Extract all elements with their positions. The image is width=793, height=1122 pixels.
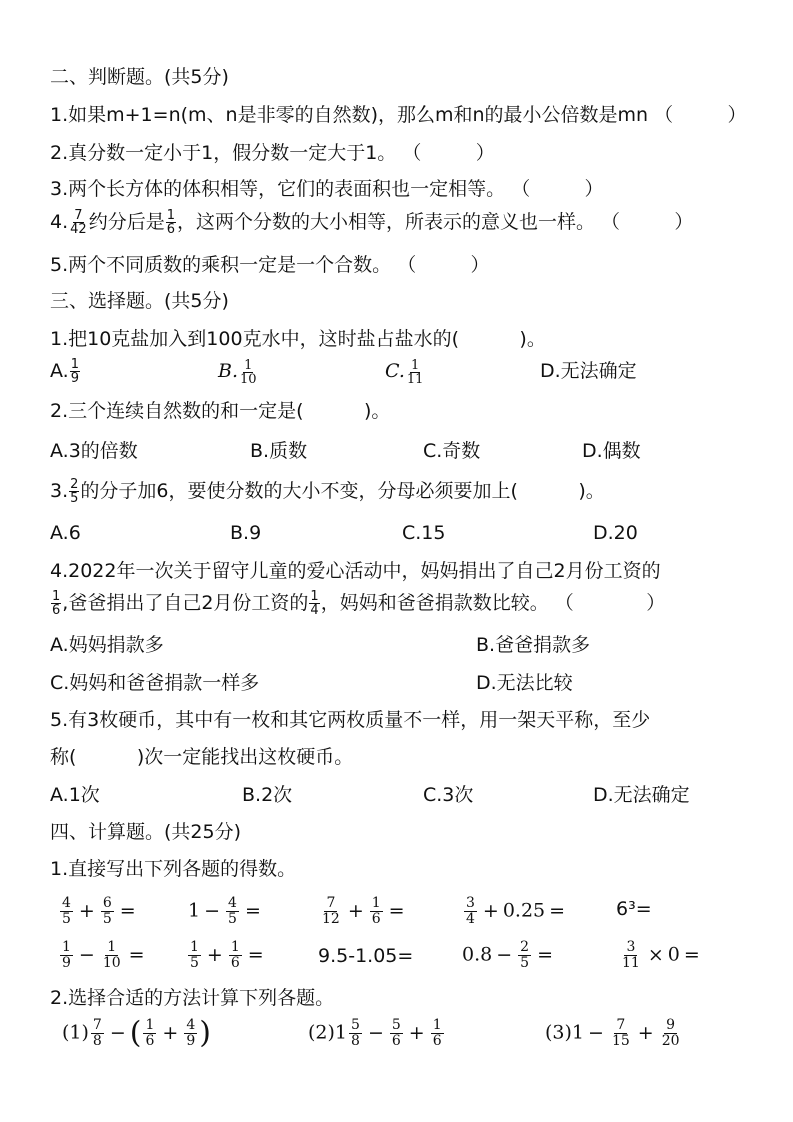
plus-sign: + <box>78 899 95 922</box>
numerator: 5 <box>391 1017 401 1033</box>
denominator: 9 <box>62 955 71 971</box>
option-c[interactable]: C.奇数 <box>423 440 481 462</box>
fraction <box>166 209 176 236</box>
choice-q4-text: ，妈妈和爸爸捐款数比较。 <box>320 592 549 614</box>
judge-q4-number: 4. <box>50 211 69 233</box>
denominator: 9 <box>186 1033 196 1049</box>
option-b[interactable]: B.9 <box>230 522 262 544</box>
fraction <box>349 1018 362 1049</box>
numerator: 1 <box>107 939 117 955</box>
denominator: 9 <box>70 371 79 386</box>
calc-expression: 6³= <box>616 898 652 920</box>
decimal-number: 0.25 <box>502 899 546 922</box>
denominator: 5 <box>228 911 237 927</box>
denominator: 6 <box>391 1033 401 1049</box>
plus-sign: + <box>206 943 223 966</box>
option-b[interactable]: B.2次 <box>242 784 293 806</box>
equals-sign: = <box>388 899 405 922</box>
equals-sign: = <box>247 943 264 966</box>
denominator: 10 <box>102 955 121 971</box>
section-4-title: 四、计算题。(共25分) <box>50 821 242 843</box>
equals-sign: = <box>683 943 700 966</box>
fraction <box>390 1018 403 1049</box>
choice-question-2 <box>50 398 390 424</box>
numerator: 1 <box>310 589 319 604</box>
calc-expression <box>58 940 149 971</box>
fraction <box>320 896 342 927</box>
denominator: 15 <box>611 1033 630 1049</box>
minus-sign: − <box>367 1021 384 1044</box>
numerator: 1 <box>190 939 199 955</box>
numerator: 4 <box>228 895 237 911</box>
denominator: 6 <box>230 955 240 971</box>
numerator: 4 <box>186 1017 196 1033</box>
punctuation: 。 <box>371 400 391 422</box>
section-2-title: 二、判断题。(共5分) <box>50 66 229 88</box>
fraction <box>464 896 477 927</box>
fraction <box>518 940 531 971</box>
answer-blank[interactable]: （ ） <box>554 592 666 614</box>
whole-number: 0 <box>667 943 680 966</box>
calc-problem-1 <box>62 1015 211 1051</box>
numerator: 1 <box>145 1017 155 1033</box>
fraction <box>309 590 319 617</box>
fraction <box>101 940 123 971</box>
numerator: 1 <box>70 357 79 372</box>
denominator: 10 <box>240 371 257 387</box>
numerator: 7 <box>616 1017 626 1033</box>
denominator: 4 <box>466 911 475 927</box>
calc-problem-2 <box>308 1018 446 1049</box>
calc-question-1: 1.直接写出下列各题的得数。 <box>50 858 297 880</box>
calc-expression <box>462 940 557 971</box>
judge-question-4 <box>50 209 693 236</box>
calc-expression <box>462 896 569 927</box>
numerator: 1 <box>52 589 61 604</box>
option-c[interactable]: C.3次 <box>423 784 474 806</box>
fraction <box>51 590 61 617</box>
right-paren: ) <box>199 1015 211 1051</box>
numerator: 3 <box>626 939 636 955</box>
choice-q5-line1: 5.有3枚硬币，其中有一枚和其它两枚质量不一样，用一架天平称，至少 <box>50 709 651 731</box>
judge-q4-text: ，这两个分数的大小相等，所表示的意义也一样。 <box>176 211 595 233</box>
option-c[interactable] <box>385 358 425 386</box>
calc-expression <box>318 896 409 927</box>
answer-blank[interactable]: （ ） <box>402 142 495 164</box>
problem-label: (2) <box>308 1021 335 1044</box>
fraction <box>143 1018 156 1049</box>
option-d[interactable]: D.偶数 <box>582 440 641 462</box>
denominator: 5 <box>102 911 112 927</box>
denominator: 11 <box>622 955 640 971</box>
whole-number: 1 <box>188 899 201 922</box>
answer-blank[interactable]: （ ） <box>654 104 747 126</box>
fraction <box>70 358 80 385</box>
fraction <box>184 1018 197 1049</box>
numerator: 1 <box>166 208 175 223</box>
numerator: 2 <box>520 939 530 955</box>
fraction <box>60 940 73 971</box>
answer-blank[interactable]: （ ） <box>511 178 604 200</box>
punctuation: 。 <box>526 328 546 350</box>
judge-q4-text: 约分后是 <box>88 211 165 233</box>
option-label: A. <box>50 360 69 382</box>
option-d[interactable]: D.20 <box>593 522 638 544</box>
calc-expression <box>188 896 265 927</box>
plus-sign: + <box>408 1021 425 1044</box>
minus-sign: − <box>78 943 95 966</box>
choice-q4-line1: 4.2022年一次关于留守儿童的爱心活动中，妈妈捐出了自己2月份工资的 <box>50 560 661 582</box>
problem-label: (1) <box>62 1021 89 1044</box>
fraction <box>229 940 242 971</box>
numerator: 5 <box>351 1017 360 1033</box>
fraction <box>91 1018 104 1049</box>
judge-question-3 <box>50 176 604 202</box>
equals-sign: = <box>244 899 261 922</box>
calc-expression <box>618 940 704 971</box>
denominator: 12 <box>322 911 340 927</box>
denominator: 5 <box>520 955 530 971</box>
option-b[interactable]: B.爸爸捐款多 <box>476 634 591 656</box>
decimal-number: 0.8 <box>462 943 493 966</box>
fraction <box>60 896 73 927</box>
denominator: 8 <box>92 1033 102 1049</box>
fraction <box>620 940 642 971</box>
choice-q3-number: 3. <box>50 480 69 502</box>
judge-q5-text: 5.两个不同质数的乘积一定是一个合数。 <box>50 254 392 276</box>
numerator: 1 <box>371 895 381 911</box>
judge-question-2 <box>50 140 495 166</box>
fraction <box>370 896 383 927</box>
equals-sign: = <box>537 943 553 966</box>
judge-q1-text: 1.如果m+1=n(m、n是非零的自然数)，那么m和n的最小公倍数是mn <box>50 104 649 126</box>
choice-question-1 <box>50 326 546 352</box>
numerator: 7 <box>74 208 83 223</box>
fraction <box>239 359 258 386</box>
answer-blank[interactable]: ( ) <box>296 400 372 422</box>
fraction <box>610 1018 632 1049</box>
choice-q5-text: 称 <box>50 746 70 768</box>
denominator: 6 <box>371 911 381 927</box>
option-d[interactable]: D.无法比较 <box>476 672 573 694</box>
fraction <box>431 1018 444 1049</box>
calc-expression <box>58 896 140 927</box>
equals-sign: = <box>119 899 136 922</box>
calc-problem-3 <box>545 1018 684 1049</box>
minus-sign: − <box>496 943 513 966</box>
option-a[interactable]: A.1次 <box>50 784 100 806</box>
option-label: B. <box>218 360 239 382</box>
option-a[interactable]: A.6 <box>50 522 81 544</box>
left-paren: ( <box>129 1015 142 1051</box>
numerator: 6 <box>102 895 112 911</box>
option-a[interactable] <box>50 358 81 385</box>
denominator: 20 <box>661 1033 680 1049</box>
numerator: 1 <box>411 357 420 373</box>
denominator: 6 <box>145 1033 155 1049</box>
answer-blank[interactable]: ( ) <box>451 328 527 350</box>
option-c[interactable]: C.15 <box>402 522 446 544</box>
calc-question-2: 2.选择合适的方法计算下列各题。 <box>50 987 335 1009</box>
answer-blank[interactable]: （ ） <box>601 211 694 233</box>
denominator: 5 <box>190 955 199 971</box>
equals-sign: = <box>128 943 145 966</box>
minus-sign: − <box>588 1021 604 1044</box>
denominator: 42 <box>70 222 87 237</box>
option-d[interactable]: D.无法确定 <box>540 360 637 382</box>
fraction <box>660 1018 682 1049</box>
calc-expression <box>186 940 268 971</box>
denominator: 5 <box>62 911 71 927</box>
option-b[interactable] <box>218 358 259 386</box>
option-a[interactable]: A.妈妈捐款多 <box>50 634 164 656</box>
denominator: 8 <box>351 1033 360 1049</box>
option-d[interactable]: D.无法确定 <box>593 784 690 806</box>
choice-q1-text: 1.把10克盐加入到100克水中，这时盐占盐水的 <box>50 328 452 350</box>
punctuation: 。 <box>585 480 605 502</box>
judge-question-1 <box>50 102 747 128</box>
plus-sign: + <box>637 1021 654 1044</box>
numerator: 4 <box>62 895 71 911</box>
choice-question-5-line2 <box>50 744 353 770</box>
denominator: 11 <box>406 371 424 387</box>
denominator: 6 <box>52 603 61 618</box>
numerator: 7 <box>92 1017 102 1033</box>
minus-sign: − <box>109 1021 126 1044</box>
option-c[interactable]: C.妈妈和爸爸捐款一样多 <box>50 672 260 694</box>
fraction <box>69 478 79 505</box>
choice-question-3 <box>50 478 605 505</box>
plus-sign: + <box>347 899 364 922</box>
numerator: 7 <box>326 895 336 911</box>
option-a[interactable]: A.3的倍数 <box>50 440 138 462</box>
denominator: 6 <box>432 1033 442 1049</box>
numerator: 3 <box>466 895 475 911</box>
option-b[interactable]: B.质数 <box>250 440 308 462</box>
denominator: 5 <box>70 491 79 506</box>
judge-question-5 <box>50 252 490 278</box>
whole-number: 1 <box>571 1021 585 1044</box>
choice-q4-text: ,爸爸捐出了自己2月份工资的 <box>62 592 309 614</box>
plus-sign: + <box>162 1021 179 1044</box>
numerator: 1 <box>62 939 71 955</box>
denominator: 4 <box>310 603 319 618</box>
judge-q2-text: 2.真分数一定小于1，假分数一定大于1。 <box>50 142 397 164</box>
fraction <box>406 359 425 386</box>
section-3-title: 三、选择题。(共5分) <box>50 290 229 312</box>
times-sign: × <box>647 943 664 966</box>
choice-q3-text: 的分子加6，要使分数的大小不变，分母必须要加上 <box>80 480 511 502</box>
problem-label: (3) <box>545 1021 572 1044</box>
fraction <box>226 896 239 927</box>
judge-q3-text: 3.两个长方体的体积相等，它们的表面积也一定相等。 <box>50 178 506 200</box>
numerator: 1 <box>244 357 253 373</box>
fraction <box>69 209 88 236</box>
answer-blank[interactable]: ( ) <box>69 746 145 768</box>
fraction <box>188 940 201 971</box>
equals-sign: = <box>549 899 566 922</box>
answer-blank[interactable]: （ ） <box>397 254 490 276</box>
plus-sign: + <box>482 899 499 922</box>
whole-number: 1 <box>334 1021 348 1044</box>
minus-sign: − <box>204 899 221 922</box>
choice-question-4-line2 <box>50 590 665 617</box>
option-label: C. <box>385 360 405 382</box>
answer-blank[interactable]: ( ) <box>510 480 586 502</box>
numerator: 1 <box>432 1017 442 1033</box>
choice-q2-text: 2.三个连续自然数的和一定是 <box>50 400 297 422</box>
denominator: 6 <box>166 222 175 237</box>
numerator: 1 <box>230 939 240 955</box>
numerator: 2 <box>70 477 79 492</box>
numerator: 9 <box>666 1017 676 1033</box>
choice-q5-text: 次一定能找出这枚硬币。 <box>144 746 354 768</box>
fraction <box>101 896 114 927</box>
calc-expression: 9.5-1.05= <box>318 945 414 967</box>
